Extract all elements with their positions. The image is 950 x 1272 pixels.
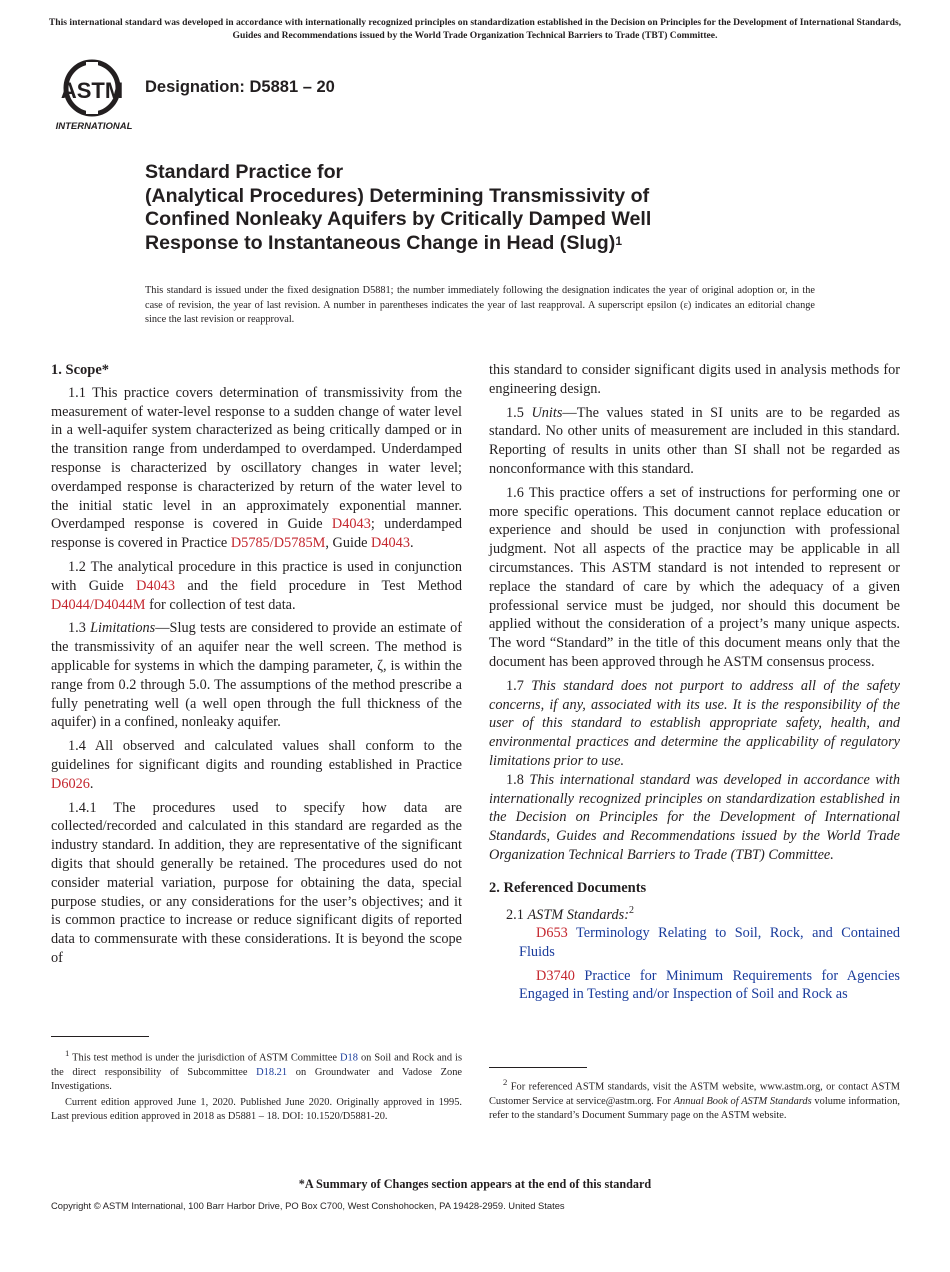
para-1-8: 1.8 This international standard was developed in accordance with internationally recognized principles on standardization established in the Decision on Principles for the Development of International Standards, Guides and Recommendations issued by the World Trade Organization Technical Barriers to Trade (TBT) Committee. <box>489 771 900 863</box>
footnote-marker: 1 <box>615 233 622 248</box>
para-1-4: 1.4 All observed and calculated values shall conform to the guidelines for significant digits and rounding established in Practice D6026. <box>51 738 462 792</box>
link-d5785[interactable]: D5785/D5785M <box>230 535 326 552</box>
footnote-divider <box>51 1036 149 1037</box>
para-1-6: 1.6 This practice offers a set of instructions for performing one or more specific operations. This document cannot replace education or experience and should be used in conjunction with professional judgment. Not all aspects of the practice may be applicable in all circumstances. This ASTM standard is not intended to represent or replace the standard of care by which the adequacy of a given professional service must be judged, nor should this document be applied without the consideration of a project’s many unique aspects. The word “Standard” in the title of this document means only that the document has been approved through he ASTM consensus process. <box>489 484 900 670</box>
title-line-4: Response to Instantaneous Change in Head (Slug)$^1$ <box>145 231 622 254</box>
designation: Designation: D5881 – 20 <box>145 78 335 96</box>
para-1-2: 1.2 The analytical procedure in this practice is used in conjunction with Guide D4043 and the field procedure in Test Method D4044/D4044M for collection of test data. <box>51 558 462 613</box>
ref-item-d3740[interactable]: D3740 Practice for Minimum Requirements for Agencies Engaged in Testing and/or Inspection of Soil and Rock as <box>519 967 900 1003</box>
link-d4044[interactable]: D4044/D4044M <box>51 596 146 613</box>
logo-international: INTERNATIONAL <box>55 121 133 132</box>
link-d4043[interactable]: D4043 <box>136 577 176 594</box>
standard-title <box>145 161 845 255</box>
tbt-notice: This international standard was developed in accordance with internationally recognized principles on standardization established in the Decision on Principles for the Development of International Standards, Guides and Recommendations issued by the World Trade Organization Technical Barriers to Trade (TBT) Committee. <box>48 17 902 41</box>
footnote-divider <box>489 1067 587 1068</box>
footnote-2: $^2$ For referenced ASTM standards, visit the ASTM website, www.astm.org, or contact ASTM Customer Service at service@astm.org. For Annual Book of ASTM Standards volume information, refer to the standard’s Document Summary page on the ASTM website. <box>489 1077 900 1121</box>
para-1-1: 1.1 This practice covers determination of transmissivity from the measurement of water-level response to a sudden change of water level in a well-aquifer system characterized as being critically damped or in the transition range from underdamped to overdamped. Underdamped response is characterized by oscillatory changes in water level; overdamped response is characterized by return of the water level to the initial static level in an approximately exponential manner. Overdamped response is covered in Guide D4043; underdamped response is covered in Practice D5785/D5785M, Guide D4043. <box>51 384 462 552</box>
para-2-1: 2.1 ASTM Standards:$^2$ <box>506 904 634 923</box>
logo-letters: ASTM <box>60 78 124 103</box>
issuance-note: This standard is issued under the fixed designation D5881; the number immediately following the designation indicates the year of original adoption or, in the case of revision, the year of last revision. A number in parentheses indicates the year of last reapproval. A superscript epsilon (ε) indicates an editorial change since the last revision or reapproval. <box>145 285 815 326</box>
footnote-1: $^1$ This test method is under the jurisdiction of ASTM Committee D18 on Soil and Rock and is the direct responsibility of Subcommittee D18.21 on Groundwater and Vadose Zone Investigations. Current edition approved June 1, 2020. Published June 2020. Originally approved in 1995. Last previous edition approved in 2018 as D5881 – 18. DOI: 10.1520/D5881-20. <box>51 1046 462 1126</box>
referenced-docs-heading: 2. Referenced Documents <box>489 879 647 896</box>
para-1-7: 1.7 This standard does not purport to address all of the safety concerns, if any, associated with its use. It is the responsibility of the user of this standard to establish appropriate safety, health, and environmental practices and determine the applicability of regulatory limitations prior to use. <box>489 677 900 769</box>
link-d18-21[interactable]: D18.21 <box>256 1066 288 1078</box>
title-line-3: Confined Nonleaky Aquifers by Critically Damped Well <box>145 208 652 230</box>
left-column <box>51 361 462 968</box>
para-1-4-1: 1.4.1 The procedures used to specify how data are collected/recorded and calculated in this standard are regarded as the industry standard. In addition, they are representative of the significant digits that should generally be retained. The procedures used do not consider material variation, purpose for obtaining the data, special purpose studies, or any considerations for the user’s objectives; and it is common practice to increase or reduce significant digits of reported data to commensurate with these considerations. It is beyond the scope of <box>51 799 462 966</box>
right-column <box>489 361 900 1009</box>
para-1-3: 1.3 Limitations—Slug tests are considered to provide an estimate of the transmissivity of an aquifer near the well screen. The method is applicable for systems in which the damping parameter, ζ, is within the range from 0.2 through 5.0. The assumptions of the method prescribe a fully penetrating well (a well open through the full thickness of the aquifer) in a confined, nonleaky aquifer. <box>51 620 462 731</box>
para-1-4-1-cont: this standard to consider significant digits used in analysis methods for engineering design. <box>489 362 900 397</box>
ref-item-d653[interactable]: D653 Terminology Relating to Soil, Rock, and Contained Fluids <box>519 925 900 960</box>
edition-note: Current edition approved June 1, 2020. Published June 2020. Originally approved in 1995. Last previous edition approved in 2018 as D5881 – 18. DOI: 10.1520/D5881-20. <box>51 1097 462 1123</box>
astm-logo <box>52 58 136 132</box>
link-d18[interactable]: D18 <box>340 1052 358 1064</box>
copyright: Copyright © ASTM International, 100 Barr Harbor Drive, PO Box C700, West Conshohocken, PA 19428-2959. United States <box>51 1200 565 1211</box>
link-d6026[interactable]: D6026 <box>51 775 90 792</box>
title-line-1: Standard Practice for <box>145 161 344 183</box>
para-1-5: 1.5 Units—The values stated in SI units are to be regarded as standard. No other units of measurement are included in this standard. Reporting of results in units other than SI shall not be regarded as nonconformance with this standard. <box>489 404 900 477</box>
summary-of-changes-note: *A Summary of Changes section appears at the end of this standard <box>298 1177 652 1191</box>
title-line-2: (Analytical Procedures) Determining Transmissivity of <box>145 184 650 207</box>
link-d4043[interactable]: D4043 <box>331 516 371 533</box>
scope-heading: 1. Scope* <box>51 362 109 378</box>
link-d4043[interactable]: D4043 <box>371 535 410 552</box>
